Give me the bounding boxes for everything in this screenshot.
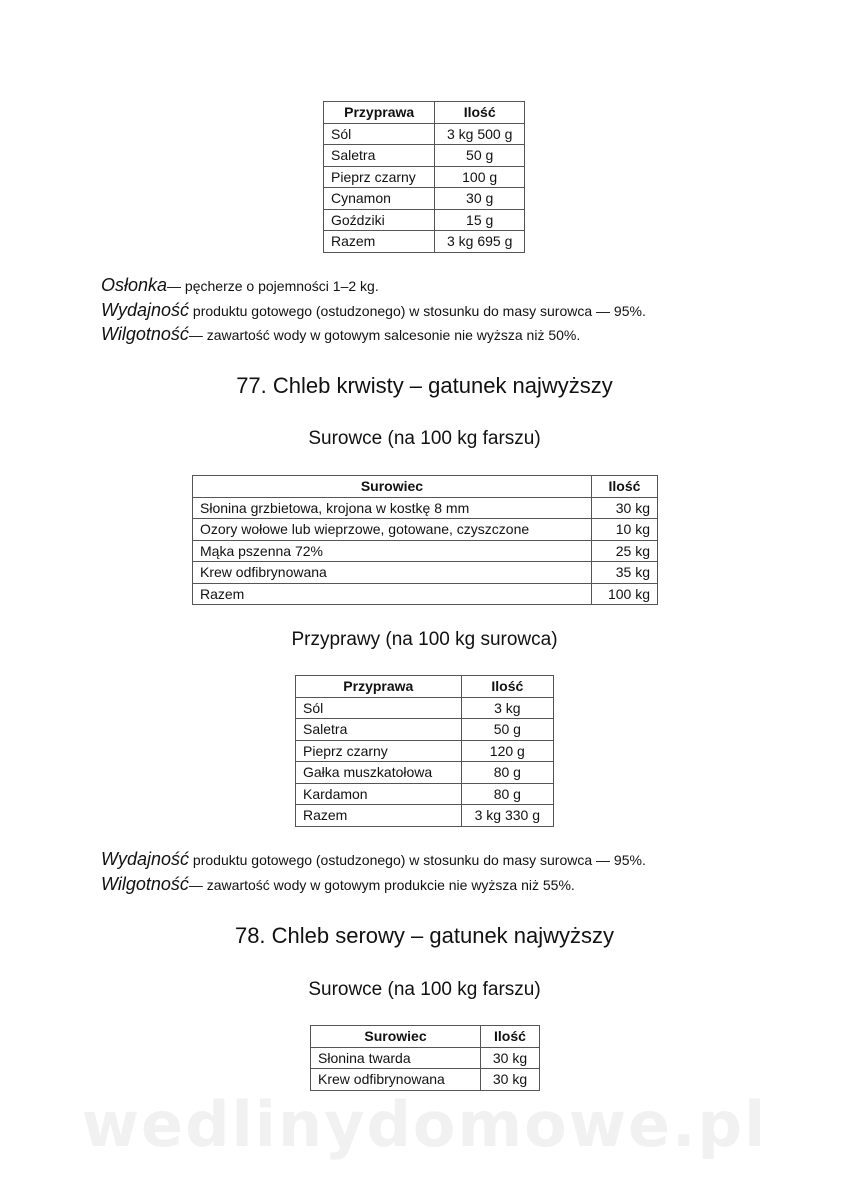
cell-name: Pieprz czarny — [296, 740, 462, 762]
table-row — [296, 697, 554, 719]
table-row — [324, 188, 525, 210]
cell-name: Kardamon — [296, 783, 462, 805]
table-row — [311, 1069, 540, 1091]
cell-name: Słonina twarda — [311, 1047, 481, 1069]
cell-qty: 15 g — [435, 209, 525, 231]
cell-name: Gałka muszkatołowa — [296, 762, 462, 784]
cell-name: Pieprz czarny — [324, 166, 435, 188]
section-78-raw-table — [310, 1025, 540, 1091]
table-row — [324, 145, 525, 167]
cell-name: Cynamon — [324, 188, 435, 210]
cell-name: Sól — [296, 697, 462, 719]
cell-name: Słonina grzbietowa, krojona w kostkę 8 mm — [193, 497, 592, 519]
note-casing — [101, 275, 379, 296]
header-cell: Ilość — [591, 476, 657, 498]
note-text: produktu gotowego (ostudzonego) w stosunku do masy surowca — 95%. — [189, 852, 646, 868]
cell-qty: 120 g — [461, 740, 553, 762]
cell-qty: 100 kg — [591, 583, 657, 605]
cell-qty: 35 kg — [591, 562, 657, 584]
section-77-spice-subtitle: Przyprawy (na 100 kg surowca) — [291, 629, 558, 650]
watermark: wedlinydomowe.pl — [81, 1088, 768, 1161]
note-term: Wilgotność — [101, 874, 189, 894]
table-row — [193, 562, 658, 584]
cell-name: Sól — [324, 123, 435, 145]
header-cell: Ilość — [461, 676, 553, 698]
cell-qty: 25 kg — [591, 540, 657, 562]
cell-name: Razem — [324, 231, 435, 253]
cell-qty: 50 g — [461, 719, 553, 741]
table-row — [324, 231, 525, 253]
table-header-row — [311, 1026, 540, 1048]
spices-table-1 — [323, 101, 525, 253]
cell-qty: 30 kg — [480, 1069, 539, 1091]
section-78-raw-subtitle: Surowce (na 100 kg farszu) — [308, 979, 541, 1000]
note-yield — [101, 300, 646, 321]
note-term: Wydajność — [101, 300, 190, 320]
note-moisture — [101, 324, 580, 345]
table-row — [296, 719, 554, 741]
cell-name: Ozory wołowe lub wieprzowe, gotowane, czyszczone — [193, 519, 592, 541]
cell-name: Razem — [193, 583, 592, 605]
note-text: produktu gotowego (ostudzonego) w stosunku do masy surowca — 95%. — [189, 303, 646, 319]
header-cell: Surowiec — [311, 1026, 481, 1048]
cell-name: Razem — [296, 805, 462, 827]
header-cell: Surowiec — [193, 476, 592, 498]
cell-name: Krew odfibrynowana — [311, 1069, 481, 1091]
table-row — [324, 209, 525, 231]
note-term: Wydajność — [101, 849, 190, 869]
note-text: — pęcherze o pojemności 1–2 kg. — [167, 278, 379, 294]
section-77-raw-subtitle: Surowce (na 100 kg farszu) — [308, 428, 541, 449]
table-header-row — [193, 476, 658, 498]
cell-name: Saletra — [324, 145, 435, 167]
table-row — [296, 740, 554, 762]
cell-qty: 10 kg — [591, 519, 657, 541]
cell-qty: 50 g — [435, 145, 525, 167]
note-yield-77 — [101, 849, 646, 870]
cell-qty: 30 g — [435, 188, 525, 210]
cell-qty: 80 g — [461, 762, 553, 784]
table-row — [193, 540, 658, 562]
cell-qty: 3 kg 695 g — [435, 231, 525, 253]
table-row — [296, 783, 554, 805]
table-row — [193, 583, 658, 605]
section-77-title: 77. Chleb krwisty – gatunek najwyższy — [236, 373, 613, 398]
note-text: — zawartość wody w gotowym produkcie nie wyższa niż 55%. — [188, 877, 575, 893]
section-77-spice-table — [295, 675, 554, 827]
table-header-row — [296, 676, 554, 698]
table-row — [324, 166, 525, 188]
cell-name: Mąka pszenna 72% — [193, 540, 592, 562]
cell-qty: 3 kg — [461, 697, 553, 719]
section-78-title: 78. Chleb serowy – gatunek najwyższy — [234, 923, 615, 948]
table-row — [296, 762, 554, 784]
note-term: Osłonka — [101, 275, 168, 295]
table-row — [193, 497, 658, 519]
table-row — [311, 1047, 540, 1069]
note-moisture-77 — [101, 874, 575, 895]
table-header-row — [324, 102, 525, 124]
cell-qty: 100 g — [435, 166, 525, 188]
section-77-raw-table — [192, 475, 658, 605]
header-cell: Przyprawa — [324, 102, 435, 124]
cell-name: Goździki — [324, 209, 435, 231]
cell-qty: 80 g — [461, 783, 553, 805]
header-cell: Ilość — [435, 102, 525, 124]
cell-qty: 30 kg — [480, 1047, 539, 1069]
table-row — [296, 805, 554, 827]
table-row — [324, 123, 525, 145]
header-cell: Przyprawa — [296, 676, 462, 698]
note-text: — zawartość wody w gotowym salcesonie nie wyższa niż 50%. — [188, 327, 581, 343]
cell-qty: 30 kg — [591, 497, 657, 519]
cell-name: Krew odfibrynowana — [193, 562, 592, 584]
cell-name: Saletra — [296, 719, 462, 741]
note-term: Wilgotność — [101, 324, 189, 344]
cell-qty: 3 kg 330 g — [461, 805, 553, 827]
header-cell: Ilość — [480, 1026, 539, 1048]
table-row — [193, 519, 658, 541]
cell-qty: 3 kg 500 g — [435, 123, 525, 145]
